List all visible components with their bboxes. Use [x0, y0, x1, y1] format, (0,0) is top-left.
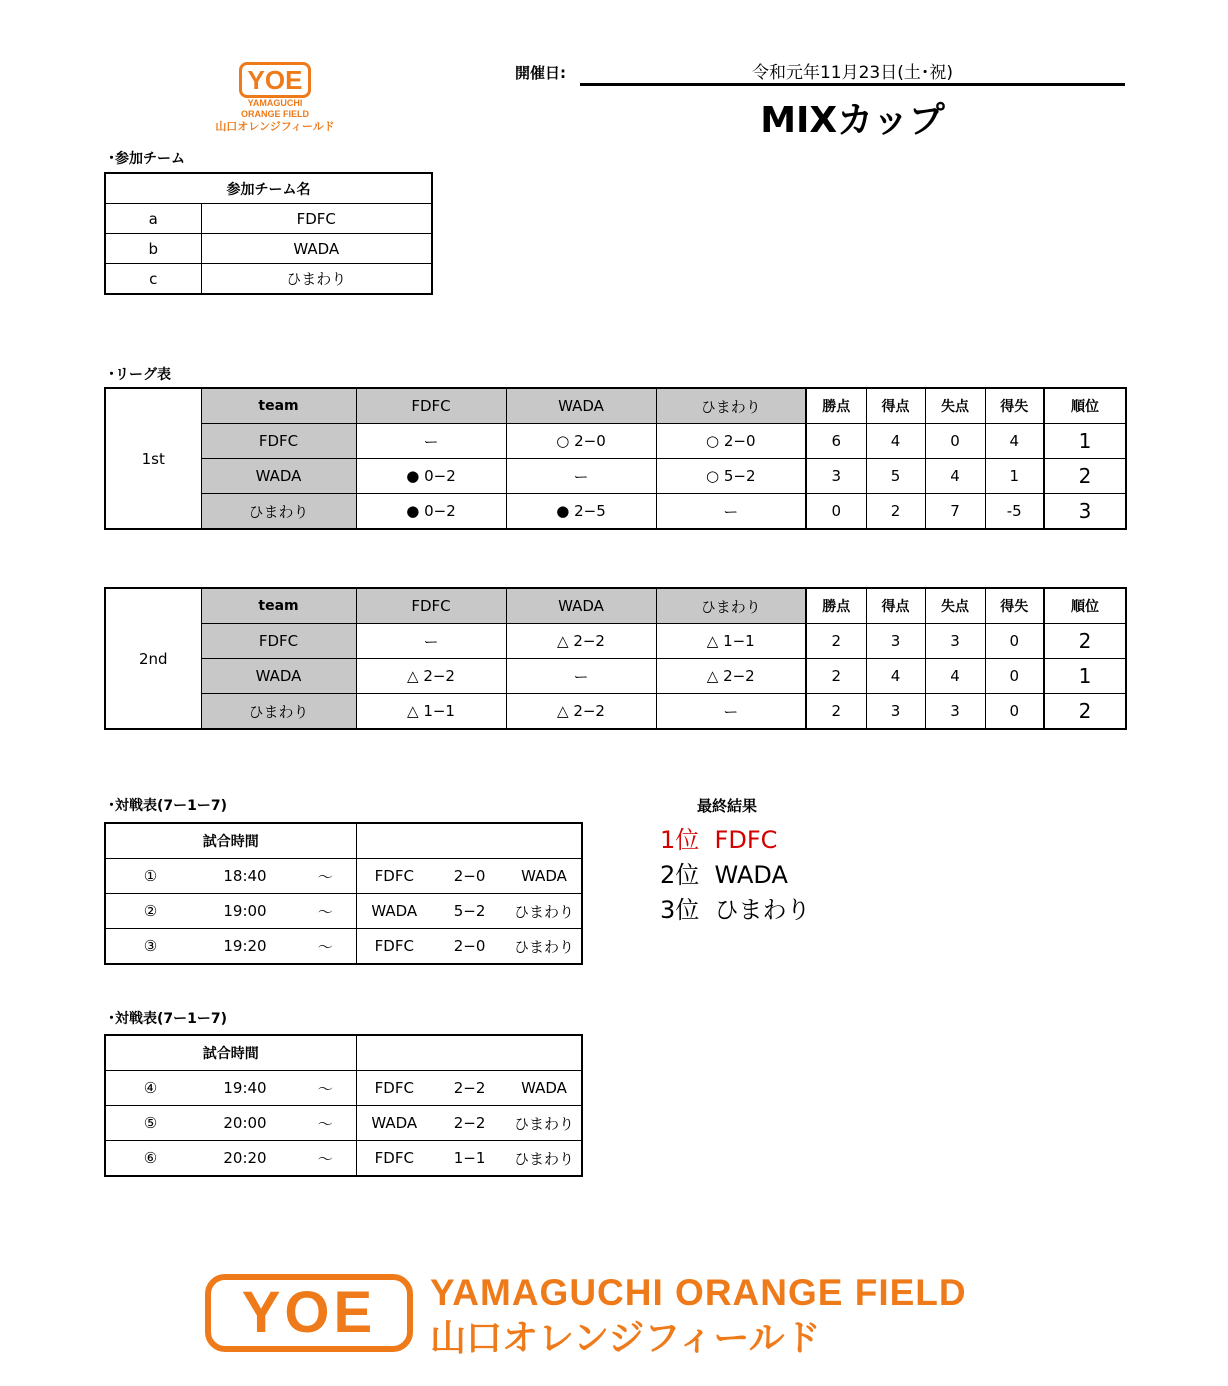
match-time: 19:00 [195, 894, 295, 929]
league-round-label: 2nd [105, 588, 201, 729]
match-home: WADA [356, 894, 432, 929]
league-result-cell: △ 1−1 [656, 624, 806, 659]
league-result-cell: ○ 2−0 [506, 424, 656, 459]
league-round-label: 1st [105, 388, 201, 529]
team-name: FDFC [201, 204, 432, 234]
final-place: 2位 [660, 861, 700, 889]
final-results-list [660, 823, 811, 928]
league-row-team: ひまわり [201, 694, 356, 730]
date-label: 開催日: [515, 64, 566, 82]
match-tilde: 〜 [295, 929, 356, 965]
league-col-header: WADA [506, 588, 656, 624]
teams-table-header: 参加チーム名 [105, 173, 432, 204]
league-col-header: 順位 [1044, 588, 1126, 624]
league-row-team: WADA [201, 659, 356, 694]
final-place: 3位 [660, 896, 700, 924]
league-result-cell: ー [506, 659, 656, 694]
match-tilde: 〜 [295, 1106, 356, 1141]
league-goals-for: 4 [866, 659, 925, 694]
league-result-cell: △ 1−1 [356, 694, 506, 730]
league-col-header: team [201, 388, 356, 424]
match-away: WADA [507, 859, 582, 894]
top-logo-line1: YAMAGUCHI [247, 98, 303, 108]
league-result-cell: ー [506, 459, 656, 494]
team-key: a [105, 204, 201, 234]
match-score: 2−0 [432, 929, 507, 965]
match-home: FDFC [356, 1141, 432, 1177]
match-number: ④ [105, 1071, 195, 1106]
match-time: 19:20 [195, 929, 295, 965]
final-result-item [660, 823, 811, 858]
league-goals-against: 0 [925, 424, 985, 459]
league-result-cell: ー [356, 624, 506, 659]
top-logo-line2: ORANGE FIELD [240, 109, 309, 119]
league-result-cell: ー [656, 494, 806, 530]
match-table-header: 試合時間 [105, 823, 356, 859]
league-rank: 1 [1044, 659, 1126, 694]
league-result-cell: △ 2−2 [506, 624, 656, 659]
league-section-label: ･リーグ表 [108, 367, 171, 383]
final-team: WADA [714, 861, 788, 889]
teams-section-label: ･参加チーム [108, 151, 185, 167]
league-rank: 2 [1044, 694, 1126, 730]
final-team: FDFC [714, 826, 778, 854]
league-points: 6 [806, 424, 866, 459]
match-time: 20:00 [195, 1106, 295, 1141]
team-key: c [105, 264, 201, 295]
league-col-header: 順位 [1044, 388, 1126, 424]
match-number: ① [105, 859, 195, 894]
league-col-header: 得点 [866, 388, 925, 424]
league-points: 2 [806, 694, 866, 730]
match-score: 1−1 [432, 1141, 507, 1177]
league-col-header: ひまわり [656, 388, 806, 424]
league-points: 3 [806, 459, 866, 494]
league-col-header: 得失 [985, 588, 1044, 624]
league-goal-diff: 0 [985, 659, 1044, 694]
league-col-header: FDFC [356, 388, 506, 424]
match-number: ⑥ [105, 1141, 195, 1177]
league-goals-for: 5 [866, 459, 925, 494]
league-result-cell: ● 0−2 [356, 494, 506, 530]
league-result-cell: ○ 5−2 [656, 459, 806, 494]
match-score: 2−2 [432, 1106, 507, 1141]
league-col-header: team [201, 588, 356, 624]
match-tilde: 〜 [295, 859, 356, 894]
date-value: 令和元年11月23日(土･祝) [751, 63, 954, 83]
team-name: WADA [201, 234, 432, 264]
league-col-header: WADA [506, 388, 656, 424]
league-goal-diff: 1 [985, 459, 1044, 494]
league-rank: 1 [1044, 424, 1126, 459]
final-results-label: 最終結果 [697, 797, 758, 815]
league-result-cell: ー [656, 694, 806, 730]
final-place: 1位 [660, 826, 700, 854]
match-score: 2−2 [432, 1071, 507, 1106]
match-home: FDFC [356, 859, 432, 894]
match-away: WADA [507, 1071, 582, 1106]
league-col-header: FDFC [356, 588, 506, 624]
match-away: ひまわり [507, 1141, 582, 1177]
league-col-header: 得点 [866, 588, 925, 624]
league-rank: 2 [1044, 459, 1126, 494]
league-goals-against: 3 [925, 624, 985, 659]
match-score: 5−2 [432, 894, 507, 929]
match-number: ③ [105, 929, 195, 965]
match-table-header-blank [356, 823, 582, 859]
league-goals-against: 4 [925, 659, 985, 694]
league-col-header: 失点 [925, 388, 985, 424]
league-row-team: FDFC [201, 424, 356, 459]
match-home: FDFC [356, 929, 432, 965]
match-away: ひまわり [507, 929, 582, 965]
league-result-cell: △ 2−2 [506, 694, 656, 730]
league-goals-for: 4 [866, 424, 925, 459]
match-section-label: ･対戦表(7ー1ー7) [108, 1011, 228, 1027]
league-result-cell: △ 2−2 [656, 659, 806, 694]
match-table-1 [104, 822, 583, 965]
match-table-header-blank [356, 1035, 582, 1071]
league-result-cell: ー [356, 424, 506, 459]
match-home: WADA [356, 1106, 432, 1141]
league-points: 2 [806, 624, 866, 659]
match-away: ひまわり [507, 1106, 582, 1141]
league-goal-diff: -5 [985, 494, 1044, 530]
league-result-cell: △ 2−2 [356, 659, 506, 694]
top-logo-line3: 山口オレンジフィールド [215, 120, 335, 133]
match-score: 2−0 [432, 859, 507, 894]
date-underline [580, 83, 1125, 86]
match-number: ⑤ [105, 1106, 195, 1141]
league-goals-against: 7 [925, 494, 985, 530]
league-goals-for: 3 [866, 694, 925, 730]
league-col-header: 失点 [925, 588, 985, 624]
bottom-logo-mark: YOE [205, 1274, 413, 1352]
league-col-header: 勝点 [806, 388, 866, 424]
match-number: ② [105, 894, 195, 929]
league-goal-diff: 0 [985, 694, 1044, 730]
team-key: b [105, 234, 201, 264]
league-row-team: WADA [201, 459, 356, 494]
match-time: 19:40 [195, 1071, 295, 1106]
league-result-cell: ○ 2−0 [656, 424, 806, 459]
league-rank: 3 [1044, 494, 1126, 530]
league-result-cell: ● 2−5 [506, 494, 656, 530]
league-goal-diff: 0 [985, 624, 1044, 659]
match-time: 18:40 [195, 859, 295, 894]
match-home: FDFC [356, 1071, 432, 1106]
bottom-logo [205, 1272, 985, 1359]
league-goals-against: 4 [925, 459, 985, 494]
bottom-logo-jp: 山口オレンジフィールド [430, 1318, 821, 1359]
final-result-item [660, 858, 811, 893]
match-table-2 [104, 1034, 583, 1177]
league-points: 2 [806, 659, 866, 694]
final-team: ひまわり [714, 896, 811, 924]
top-logo-mark: YOE [239, 62, 312, 98]
league-rank: 2 [1044, 624, 1126, 659]
page-title: MIXカップ [760, 100, 945, 141]
league-col-header: ひまわり [656, 588, 806, 624]
league-row-team: FDFC [201, 624, 356, 659]
match-section-label: ･対戦表(7ー1ー7) [108, 798, 228, 814]
league-table-2nd [104, 587, 1127, 730]
match-tilde: 〜 [295, 1141, 356, 1177]
league-goals-for: 3 [866, 624, 925, 659]
match-time: 20:20 [195, 1141, 295, 1177]
league-col-header: 得失 [985, 388, 1044, 424]
match-tilde: 〜 [295, 1071, 356, 1106]
team-name: ひまわり [201, 264, 432, 295]
top-logo [215, 62, 335, 144]
league-table-1st [104, 387, 1127, 530]
league-result-cell: ● 0−2 [356, 459, 506, 494]
bottom-logo-en: YAMAGUCHI ORANGE FIELD [430, 1272, 967, 1313]
match-table-header: 試合時間 [105, 1035, 356, 1071]
league-goals-against: 3 [925, 694, 985, 730]
match-away: ひまわり [507, 894, 582, 929]
league-goals-for: 2 [866, 494, 925, 530]
league-row-team: ひまわり [201, 494, 356, 530]
final-result-item [660, 893, 811, 928]
match-tilde: 〜 [295, 894, 356, 929]
league-goal-diff: 4 [985, 424, 1044, 459]
league-points: 0 [806, 494, 866, 530]
teams-table [104, 172, 433, 295]
league-col-header: 勝点 [806, 588, 866, 624]
